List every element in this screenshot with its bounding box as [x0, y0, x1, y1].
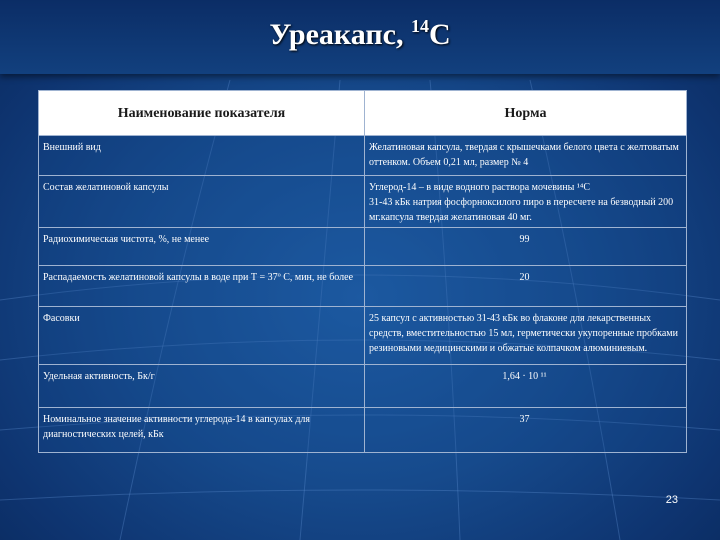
- title-text: Уреакапс,: [269, 18, 411, 51]
- title-element: C: [428, 18, 451, 51]
- spec-table: [38, 90, 687, 453]
- table-row: [39, 228, 687, 266]
- header-indicator: Наименование показателя: [39, 91, 365, 136]
- row-norm: [365, 136, 687, 176]
- title-bar: [0, 0, 720, 74]
- row-norm: [365, 228, 687, 266]
- spec-table-container: [38, 90, 686, 514]
- norm-line: 99: [519, 234, 530, 245]
- row-name: Удельная активность, Бк/г: [39, 365, 365, 408]
- norm-line: 37: [519, 414, 530, 425]
- header-norm: Норма: [365, 91, 687, 136]
- row-name: Номинальное значение активности углерода-14 в капсулах для диагностических целей, кБк: [39, 408, 365, 453]
- row-name: Распадаемость желатиновой капсулы в воде при Т = 37º С, мин, не более: [39, 266, 365, 307]
- row-norm: [365, 176, 687, 228]
- norm-line: Углерод-14 – в виде водного раствора мочевины ¹⁴C: [369, 182, 591, 193]
- row-norm: [365, 408, 687, 453]
- norm-line: 1,64 · 10 ¹¹: [502, 371, 547, 382]
- table-row: [39, 176, 687, 228]
- table-header-row: [39, 91, 687, 136]
- page-number: 23: [665, 494, 678, 506]
- norm-line: 31-43 кБк натрия фосфорноксилого пиро в пересчете на безводный 200 мг.капсула твердая желатиновая 40 мг.: [369, 197, 674, 223]
- slide-title: [0, 16, 720, 52]
- row-norm: [365, 266, 687, 307]
- row-name: Радиохимическая чистота, %, не менее: [39, 228, 365, 266]
- row-norm: [365, 307, 687, 365]
- table-row: [39, 365, 687, 408]
- row-name: Фасовки: [39, 307, 365, 365]
- table-row: [39, 136, 687, 176]
- norm-line: 20: [519, 272, 530, 283]
- row-name: Внешний вид: [39, 136, 365, 176]
- norm-line: Желатиновая капсула, твердая с крышечками белого цвета с желтоватым оттенком. Объем 0,21 мл, размер № 4: [369, 142, 679, 168]
- row-name: Состав желатиновой капсулы: [39, 176, 365, 228]
- norm-line: 25 капсул с активностью 31-43 кБк во флаконе для лекарственных средств, вместительностью 15 мл, герметически укупоренные пробками резиновыми медицинскими и обжатые колпачком алюминиевым.: [369, 313, 678, 354]
- title-isotope-mass: 14: [410, 16, 429, 36]
- row-norm: [365, 365, 687, 408]
- table-row: [39, 307, 687, 365]
- table-row: [39, 408, 687, 453]
- table-row: [39, 266, 687, 307]
